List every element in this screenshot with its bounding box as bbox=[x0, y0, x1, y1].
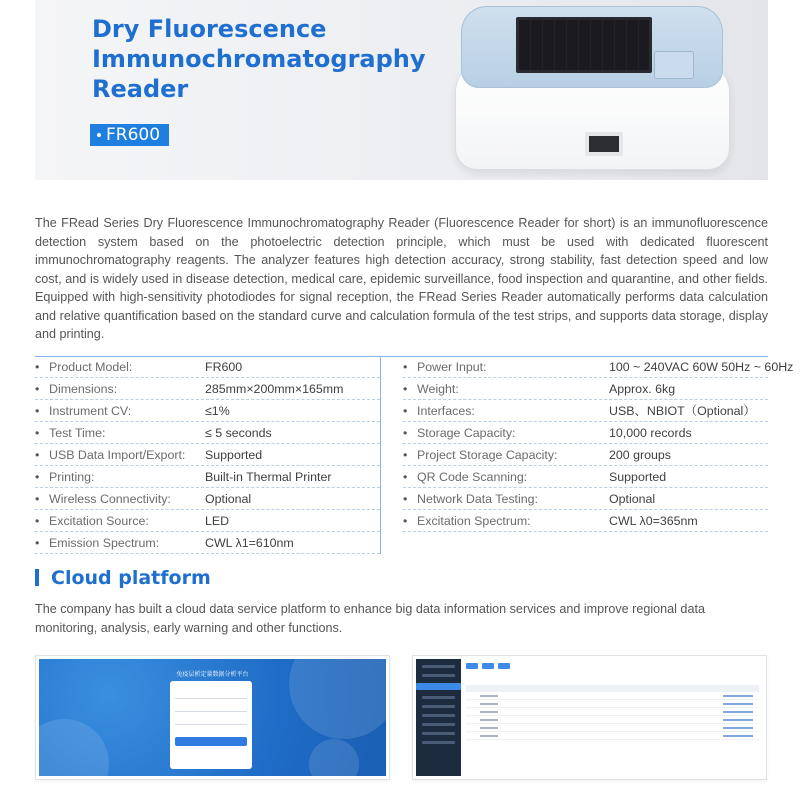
spec-row bbox=[403, 400, 768, 422]
spec-label: Printing: bbox=[49, 470, 95, 484]
spec-label: Power Input: bbox=[417, 360, 487, 374]
sidebar-item bbox=[422, 696, 455, 699]
toolbar-button bbox=[498, 663, 510, 669]
spec-value: ≤1% bbox=[205, 404, 230, 418]
table-actions bbox=[723, 695, 753, 697]
spec-value: 200 groups bbox=[609, 448, 672, 462]
spec-row bbox=[403, 356, 794, 378]
bullet: • bbox=[403, 426, 408, 440]
spec-value: Optional bbox=[609, 492, 656, 506]
device-cover-slot bbox=[654, 51, 694, 79]
spec-column-left bbox=[35, 356, 380, 554]
spec-table-divider bbox=[380, 356, 381, 554]
spec-value: Optional bbox=[205, 492, 252, 506]
section-heading-text: Cloud platform bbox=[51, 567, 211, 589]
spec-value: ≤ 5 seconds bbox=[205, 426, 272, 440]
spec-row bbox=[403, 510, 768, 532]
product-title-line-3: Reader bbox=[92, 75, 189, 103]
sidebar-item bbox=[422, 732, 455, 735]
intro-paragraph: The FRead Series Dry Fluorescence Immunochromatography Reader (Fluorescence Reader for short) is an immunofluorescence detection system based on the photoelectric detection principle, which must be used with dedicated fluorescent immunochromatography reagents. The analyzer features high detection accuracy, strong stability, fast detection speed and low cost, and is widely used in disease detection, medical care, epidemic surveillance, food inspection and quarantine, and other fields. Equipped with high-sensitivity photodiodes for signal reception, the FRead Series Reader automatically performs data calculation and relative quantification based on the standard curve and calculation formula of the test strips, and supports data storage, display and printing. bbox=[35, 216, 768, 341]
spec-label: Product Model: bbox=[49, 360, 133, 374]
login-button bbox=[175, 737, 247, 746]
spec-value: FR600 bbox=[205, 360, 243, 374]
table-cell bbox=[480, 711, 498, 713]
spec-label: Wireless Connectivity: bbox=[49, 492, 171, 506]
login-platform-title: 免疫层析定量数据分析平台 bbox=[176, 672, 249, 678]
model-badge bbox=[90, 124, 169, 146]
spec-label: Project Storage Capacity: bbox=[417, 448, 558, 462]
spec-row bbox=[35, 444, 380, 466]
sidebar-item-active bbox=[416, 683, 461, 690]
sidebar-item bbox=[422, 714, 455, 717]
device-image bbox=[455, 6, 730, 170]
captcha-field bbox=[175, 717, 247, 725]
sidebar-item bbox=[422, 723, 455, 726]
admin-window bbox=[416, 659, 763, 776]
table-cell bbox=[480, 703, 498, 705]
table-cell bbox=[480, 735, 498, 737]
bullet: • bbox=[403, 404, 408, 418]
spec-value: Supported bbox=[609, 470, 667, 484]
spec-label: Emission Spectrum: bbox=[49, 536, 160, 550]
toolbar-button bbox=[482, 663, 494, 669]
spec-value: 285mm×200mm×165mm bbox=[205, 382, 344, 396]
table-cell bbox=[480, 719, 498, 721]
admin-content bbox=[466, 663, 759, 772]
table-actions bbox=[723, 703, 753, 705]
bullet: • bbox=[35, 492, 40, 506]
spec-label: Storage Capacity: bbox=[417, 426, 516, 440]
spec-label: Interfaces: bbox=[417, 404, 475, 418]
password-field bbox=[175, 704, 247, 712]
decorative-circle bbox=[309, 739, 359, 776]
table-actions bbox=[723, 735, 753, 737]
spec-column-right bbox=[403, 356, 794, 532]
table-row bbox=[466, 724, 759, 732]
admin-table-header bbox=[466, 685, 759, 692]
bullet: • bbox=[403, 448, 408, 462]
bullet: • bbox=[35, 470, 40, 484]
bullet: • bbox=[35, 426, 40, 440]
spec-row bbox=[35, 510, 380, 532]
bullet: • bbox=[35, 514, 40, 528]
spec-row bbox=[35, 400, 380, 422]
spec-row bbox=[35, 378, 380, 400]
login-background bbox=[39, 659, 386, 776]
spec-value: 10,000 records bbox=[609, 426, 692, 440]
spec-label: Instrument CV: bbox=[49, 404, 132, 418]
spec-row bbox=[35, 422, 380, 444]
table-actions bbox=[723, 719, 753, 721]
spec-label: Test Time: bbox=[49, 426, 106, 440]
table-actions bbox=[723, 727, 753, 729]
bullet: • bbox=[35, 448, 40, 462]
spec-value: 100 ~ 240VAC 60W 50Hz ~ 60Hz bbox=[609, 360, 794, 374]
bullet: • bbox=[403, 492, 408, 506]
admin-toolbar bbox=[466, 663, 759, 671]
spec-label: USB Data Import/Export: bbox=[49, 448, 186, 462]
bullet: • bbox=[403, 514, 408, 528]
spec-row bbox=[403, 422, 768, 444]
spec-label: QR Code Scanning: bbox=[417, 470, 528, 484]
sidebar-item bbox=[422, 665, 455, 668]
spec-label: Excitation Source: bbox=[49, 514, 149, 528]
table-row bbox=[466, 716, 759, 724]
heading-bar-icon bbox=[35, 569, 39, 586]
spec-row bbox=[403, 444, 768, 466]
bullet: • bbox=[35, 382, 40, 396]
product-title-line-2: Immunochromatography bbox=[92, 45, 426, 73]
spec-row bbox=[403, 378, 768, 400]
spec-value: Supported bbox=[205, 448, 263, 462]
sidebar-item bbox=[422, 705, 455, 708]
bullet: • bbox=[403, 470, 408, 484]
device-screen bbox=[516, 17, 652, 73]
sidebar-item bbox=[422, 674, 455, 677]
bullet: • bbox=[35, 360, 40, 374]
table-row bbox=[466, 732, 759, 740]
username-field bbox=[175, 691, 247, 699]
spec-value: Approx. 6kg bbox=[609, 382, 676, 396]
device-card-port bbox=[585, 132, 623, 156]
spec-value: CWL λ0=365nm bbox=[609, 514, 698, 528]
table-actions bbox=[723, 711, 753, 713]
spec-row bbox=[35, 488, 380, 510]
spec-label: Excitation Spectrum: bbox=[417, 514, 531, 528]
device-top-panel bbox=[461, 6, 723, 88]
toolbar-button bbox=[466, 663, 478, 669]
table-cell bbox=[480, 695, 498, 697]
product-title-line-1: Dry Fluorescence bbox=[92, 15, 327, 43]
product-title bbox=[92, 14, 452, 104]
bullet: • bbox=[403, 382, 408, 396]
admin-screenshot bbox=[412, 655, 767, 780]
bullet: • bbox=[403, 360, 408, 374]
login-card bbox=[170, 681, 252, 769]
spec-value: Built-in Thermal Printer bbox=[205, 470, 332, 484]
admin-sidebar bbox=[416, 659, 461, 776]
table-row bbox=[466, 700, 759, 708]
section-heading bbox=[35, 566, 211, 590]
table-row bbox=[466, 708, 759, 716]
bullet: • bbox=[35, 404, 40, 418]
spec-row bbox=[403, 466, 768, 488]
spec-row bbox=[35, 466, 380, 488]
table-cell bbox=[480, 727, 498, 729]
spec-row bbox=[35, 356, 380, 378]
model-badge-text: FR600 bbox=[106, 125, 161, 145]
spec-value: CWL λ1=610nm bbox=[205, 536, 294, 550]
bullet-dot-icon bbox=[97, 133, 101, 137]
spec-row bbox=[403, 488, 768, 510]
spec-row bbox=[35, 532, 380, 554]
spec-label: Dimensions: bbox=[49, 382, 118, 396]
spec-label: Network Data Testing: bbox=[417, 492, 538, 506]
spec-value: LED bbox=[205, 514, 230, 528]
cloud-paragraph: The company has built a cloud data service platform to enhance big data information services and improve regional data monitoring, analysis, early warning and other functions. bbox=[35, 602, 705, 635]
hero-banner bbox=[35, 0, 768, 180]
decorative-circle bbox=[39, 719, 109, 776]
spec-label: Weight: bbox=[417, 382, 459, 396]
bullet: • bbox=[35, 536, 40, 550]
table-row bbox=[466, 692, 759, 700]
login-screenshot bbox=[35, 655, 390, 780]
sidebar-item bbox=[422, 741, 455, 744]
spec-value: USB、NBIOT（Optional） bbox=[609, 404, 756, 418]
